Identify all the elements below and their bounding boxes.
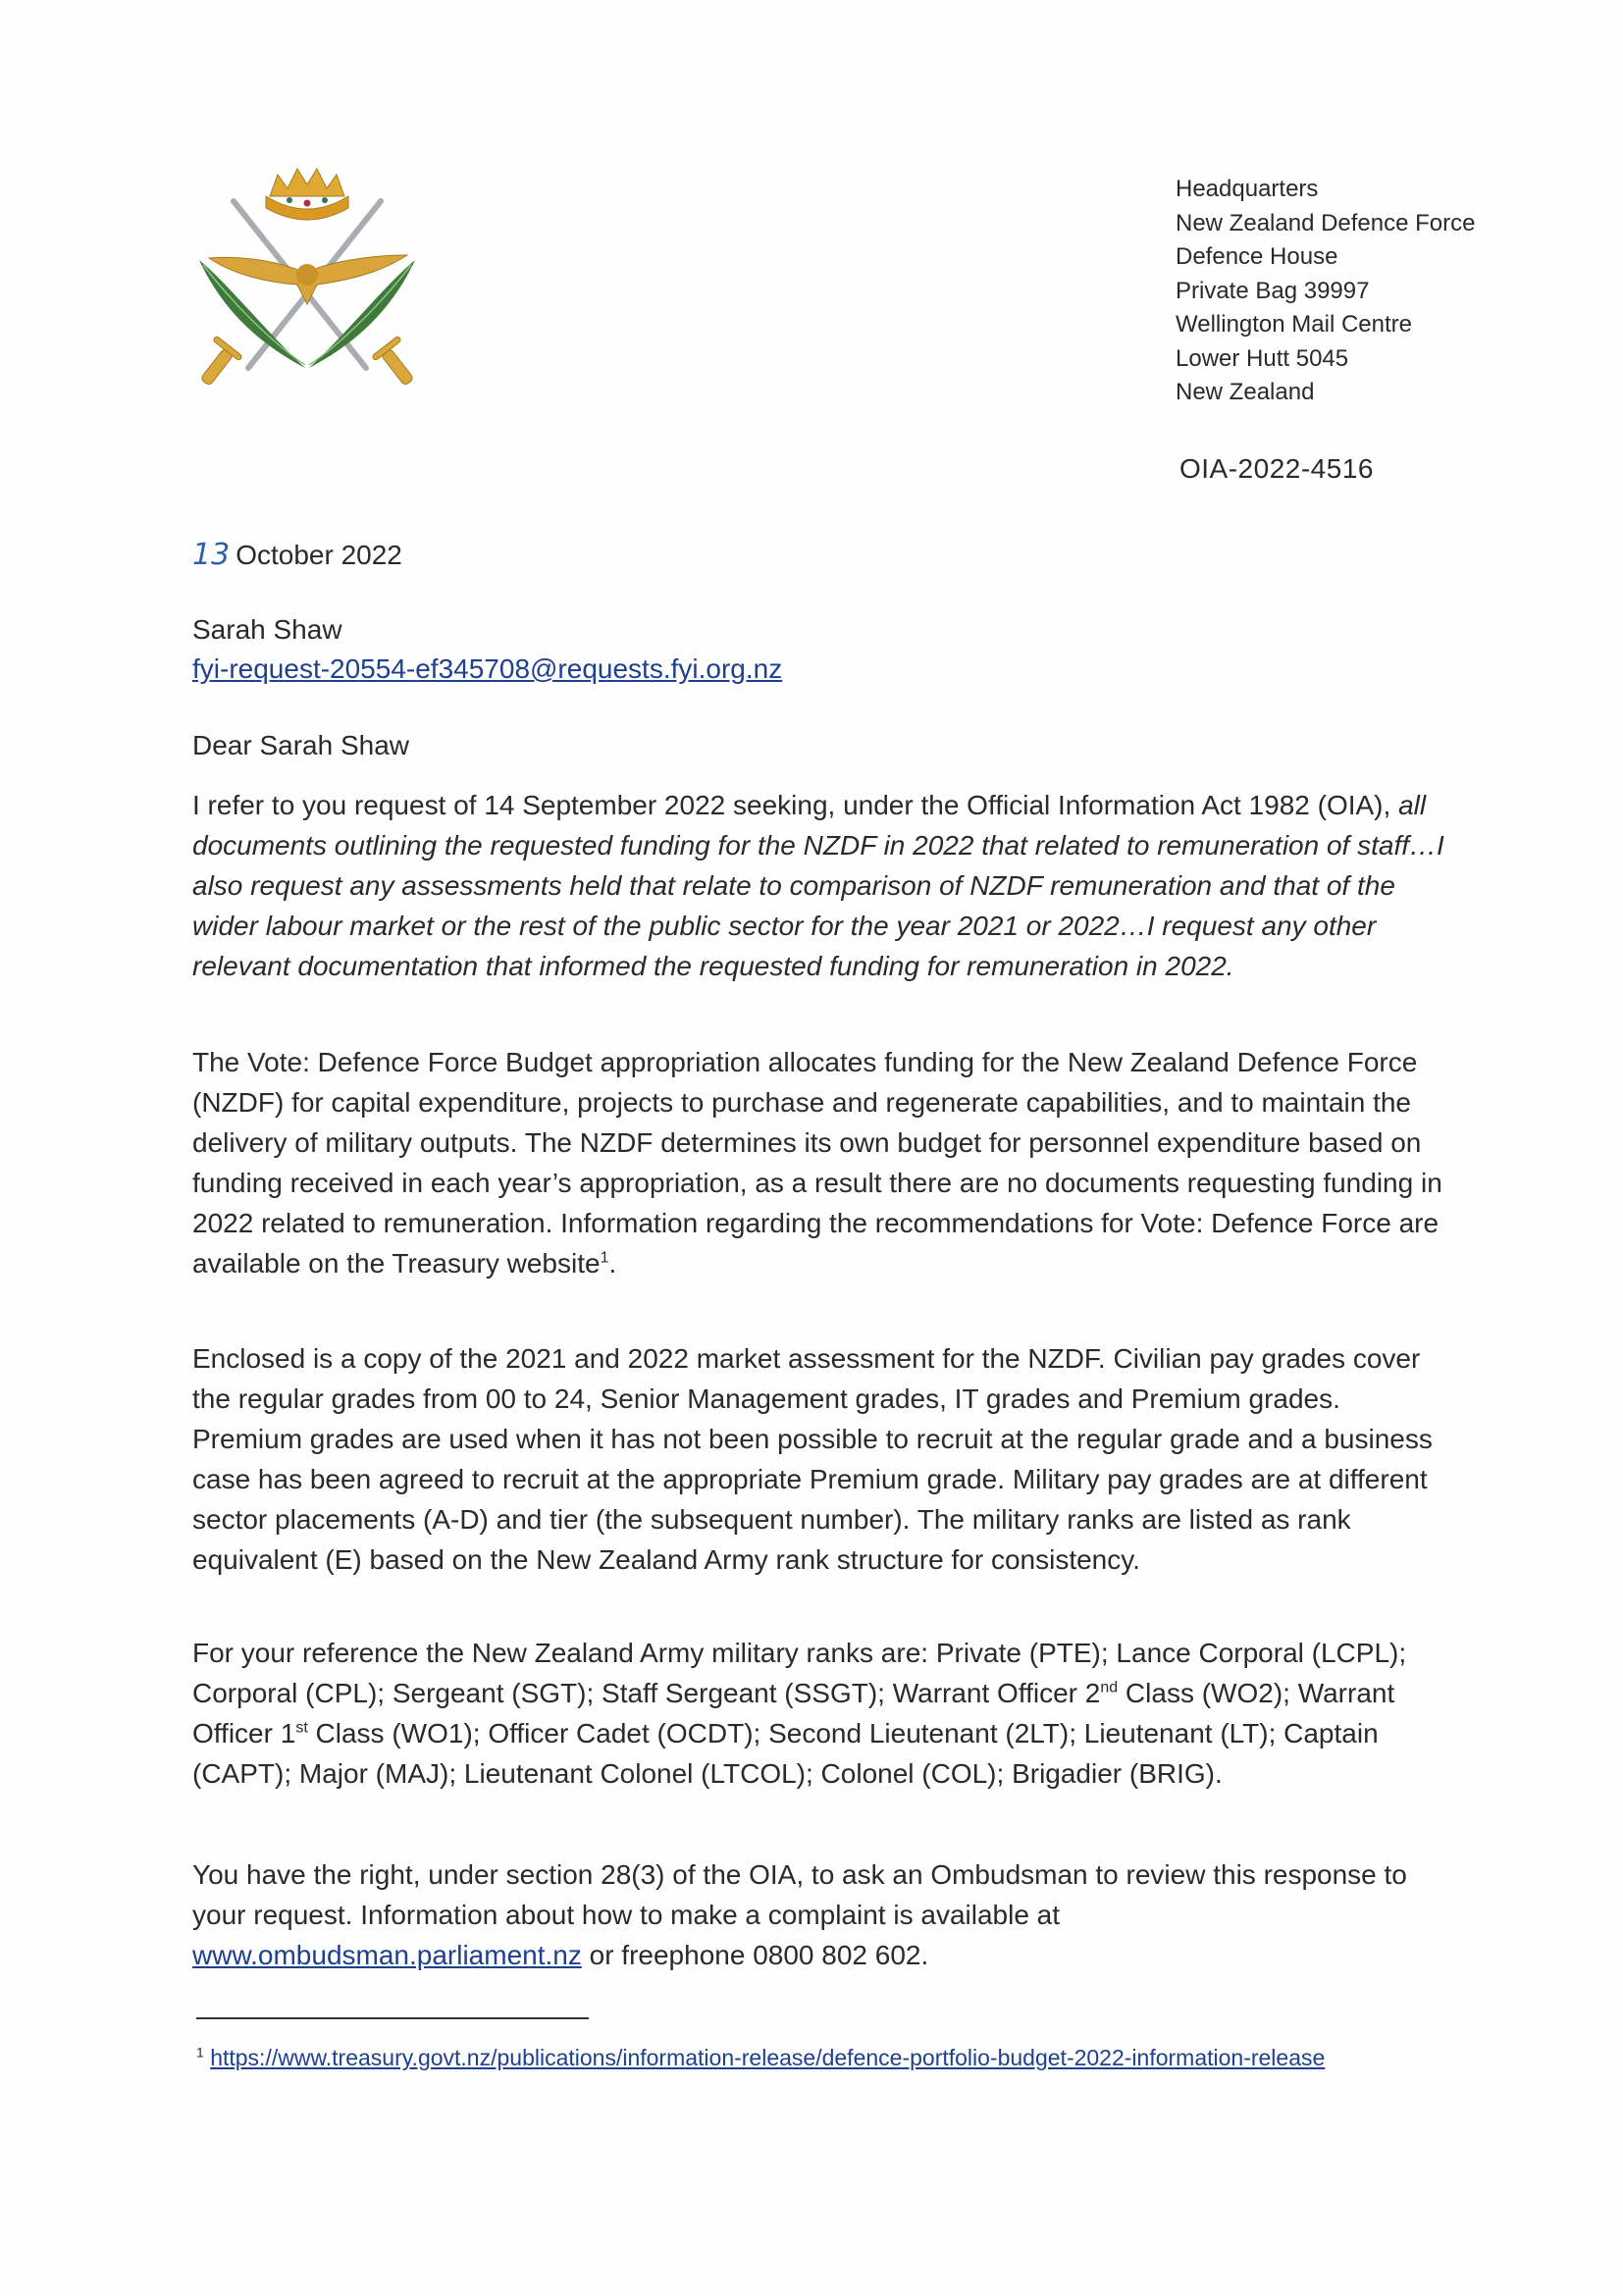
paragraph-text: The Vote: Defence Force Budget appropriation allocates funding for the New Zealand Defence Force (NZDF) for capital expenditure, projects to purchase and regenerate capabilities, and to maintain the delivery of military outputs. The NZDF determines its own budget for personnel expenditure based on funding received in each year’s appropriation, as a result there are no documents requesting funding in 2022 related to remuneration. Information regarding the recommendations for Vote: Defence Force are available on the Treasury website xyxy=(192,1047,1442,1278)
quoted-request: all documents outlining the requested funding for the NZDF in 2022 that related to remuneration of staff…I also request any assessments held that relate to comparison of NZDF remuneration and that of the wider labour market or the rest of the public sector for the year 2021 or 2022…I request any other relevant documentation that informed the requested funding for remuneration in 2022. xyxy=(192,790,1444,981)
address-line: New Zealand Defence Force xyxy=(1176,209,1476,236)
footnote-reference[interactable]: 1 xyxy=(600,1249,609,1267)
address-line: Lower Hutt 5045 xyxy=(1176,344,1349,372)
paragraph-military-ranks xyxy=(192,1633,1448,1794)
treasury-link[interactable]: https://www.treasury.govt.nz/publications/information-release/defence-portfolio-budget-2022-information-release xyxy=(210,2045,1326,2070)
recipient-email-link[interactable]: fyi-request-20554-ef345708@requests.fyi.org.nz xyxy=(192,653,783,684)
address-line: Wellington Mail Centre xyxy=(1176,311,1412,338)
superscript: nd xyxy=(1100,1679,1119,1696)
paragraph-text: Class (WO1); Officer Cadet (OCDT); Second Lieutenant (2LT); Lieutenant (LT); Captain (CAPT); Major (MAJ); Lieutenant Colonel (LTCOL); Colonel (COL); Brigadier (BRIG). xyxy=(192,1718,1379,1789)
salutation: Dear Sarah Shaw xyxy=(192,730,410,760)
address-line: Headquarters xyxy=(1176,176,1319,202)
paragraph-request-summary xyxy=(192,785,1448,986)
paragraph-text: or freephone 0800 802 602. xyxy=(581,1940,929,1970)
paragraph-text: For your reference the New Zealand Army military ranks are: Private (PTE); Lance Corporal (LCPL); Corporal (CPL); Sergeant (SGT); Staff Sergeant (SSGT); Warrant Officer 2 xyxy=(192,1638,1407,1708)
paragraph-text: You have the right, under section 28(3) of the OIA, to ask an Ombudsman to review this response to your request. Information about how to make a complaint is available at xyxy=(192,1859,1407,1930)
recipient-block xyxy=(192,610,782,689)
address-line: Defence House xyxy=(1176,243,1338,270)
footnote xyxy=(196,2041,1452,2075)
footnote-number: 1 xyxy=(196,2044,204,2061)
paragraph-market-assessment xyxy=(192,1338,1448,1580)
recipient-name: Sarah Shaw xyxy=(192,614,342,645)
nzdf-crest-logo xyxy=(189,157,425,402)
date-month-year: October 2022 xyxy=(236,540,402,570)
paragraph-text: I refer to you request of 14 September 2022 seeking, under the Official Information Act 1982 (OIA), xyxy=(192,790,1399,820)
paragraph-end: . xyxy=(608,1248,617,1278)
paragraph-text: Enclosed is a copy of the 2021 and 2022 market assessment for the NZDF. Civilian pay grades cover the regular grades from 00 to 24, Senior Management grades, IT grades and Premium grades. Premium grades are used when it has not been possible to recruit at the regular grade and a business case has been agreed to recruit at the appropriate Premium grade. Military pay grades are at different sector placements (A-D) and tier (the subsequent number). The military ranks are listed as rank equivalent (E) based on the New Zealand Army rank structure for consistency. xyxy=(192,1343,1433,1575)
sender-address xyxy=(1176,173,1475,410)
footnote-divider xyxy=(196,2017,589,2019)
address-line: New Zealand xyxy=(1176,379,1315,405)
address-line: Private Bag 39997 xyxy=(1176,277,1370,304)
paragraph-text: Class (WO2); Warrant Officer 1 xyxy=(192,1678,1395,1748)
letter-date xyxy=(192,538,402,572)
ombudsman-link[interactable]: www.ombudsman.parliament.nz xyxy=(192,1940,582,1970)
reference-number: OIA-2022-4516 xyxy=(1179,453,1374,484)
handwritten-day: 13 xyxy=(192,538,231,572)
superscript: st xyxy=(295,1719,308,1737)
paragraph-ombudsman xyxy=(192,1854,1448,1975)
paragraph-budget xyxy=(192,1042,1448,1283)
